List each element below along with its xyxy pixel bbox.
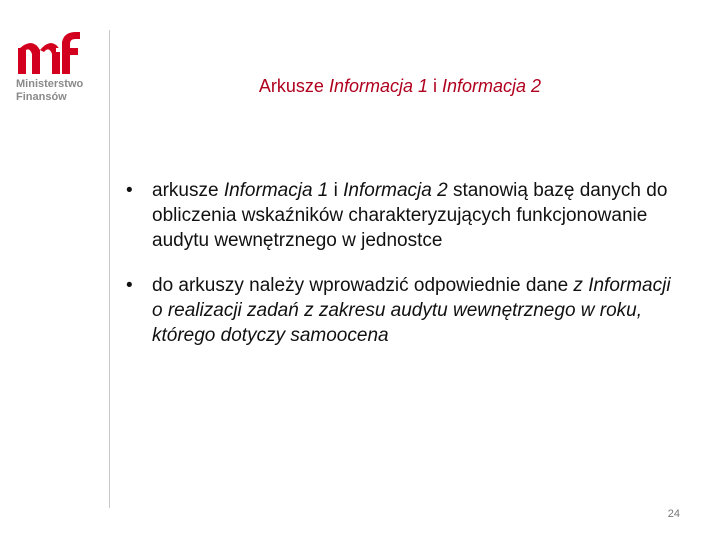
bullet-1-part-3: i <box>328 180 344 201</box>
bullet-list <box>126 178 686 348</box>
slide-title <box>130 76 670 97</box>
bullet-marker: • <box>126 180 133 201</box>
title-part-2: Informacja 1 <box>328 76 428 96</box>
logo-text <box>16 78 106 104</box>
title-part-3: i <box>428 76 443 96</box>
bullet-2-part-2: z Informacji o realizacji zadań z zakresu audytu wewnętrznego w roku, którego dotyczy samoocena <box>152 275 671 346</box>
vertical-divider <box>109 30 110 508</box>
ministry-logo <box>16 30 106 104</box>
page-number: 24 <box>667 508 680 520</box>
bullet-2-part-1: do arkuszy należy wprowadzić odpowiednie dane <box>152 275 574 296</box>
title-part-1: Arkusze <box>258 76 329 96</box>
bullet-1-part-4: Informacja 2 <box>343 180 448 201</box>
bullet-1-part-2: Informacja 1 <box>223 180 329 201</box>
bullet-1-part-1: arkusze <box>152 180 224 201</box>
bullet-item-1 <box>126 178 686 253</box>
bullet-item-2 <box>126 273 686 348</box>
bullet-marker: • <box>126 275 133 296</box>
title-part-4: Informacja 2 <box>442 76 542 96</box>
logo-line-2: Finansów <box>16 91 67 103</box>
logo-line-1: Ministerstwo <box>16 78 84 90</box>
mf-logo-icon <box>18 30 80 74</box>
bullet-1-part-5: stanowią bazę danych do obliczenia wskaźników charakteryzujących funkcjonowanie audytu wewnętrznego w jednostce <box>152 180 668 251</box>
